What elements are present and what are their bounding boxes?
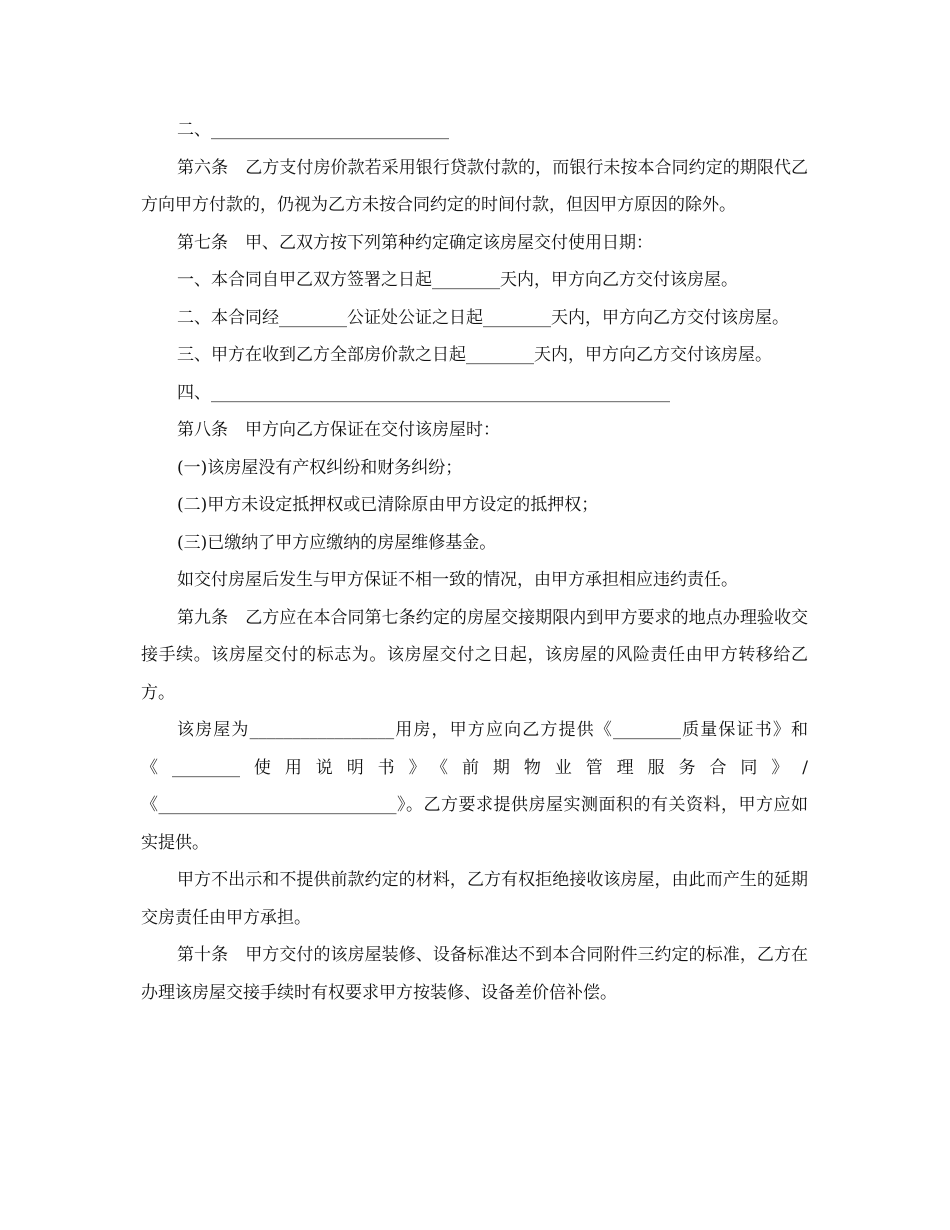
paragraph-article-7-option-4: 四、______________________________________________________	[177, 382, 670, 403]
paragraph-article-6: 第六条 乙方支付房价款若采用银行贷款付款的，而银行未按本合同约定的期限代乙方向甲方付款的，仍视为乙方未按合同约定的时间付款，但因甲方原因的除外。	[141, 157, 808, 215]
paragraph-article-8-item-1: (一)该房屋没有产权纠纷和财务纠纷；	[177, 457, 463, 478]
paragraph-article-8-item-3: (三)已缴纳了甲方应缴纳的房屋维修基金。	[177, 532, 497, 553]
paragraph-article-7-option-1: 一、本合同自甲乙双方签署之日起________天内，甲方向乙方交付该房屋。	[177, 270, 738, 290]
paragraph-article-9-refusal: 甲方不出示和不提供前款约定的材料，乙方有权拒绝接收该房屋，由此而产生的延期交房责任由甲方承担。	[141, 870, 808, 928]
paragraph-article-7-option-3: 三、甲方在收到乙方全部房价款之日起________天内，甲方向乙方交付该房屋。	[177, 345, 772, 365]
paragraph-article-9: 第九条 乙方应在本合同第七条约定的房屋交接期限内到甲方要求的地点办理验收交接手续。该房屋交付的标志为。该房屋交付之日起，该房屋的风险责任由甲方转移给乙方。	[141, 607, 808, 703]
document-body	[141, 112, 808, 1012]
paragraph-article-8-item-2: (二)甲方未设定抵押权或已清除原由甲方设定的抵押权；	[177, 495, 599, 515]
paragraph-item-2-blank: 二、____________________________	[177, 120, 449, 140]
paragraph-article-7-option-2: 二、本合同经________公证处公证之日起________天内，甲方向乙方交付该房屋。	[177, 307, 789, 328]
paragraph-article-7: 第七条 甲、乙双方按下列第种约定确定该房屋交付使用日期：	[177, 232, 653, 253]
paragraph-article-8-liability: 如交付房屋后发生与甲方保证不相一致的情况，由甲方承担相应违约责任。	[177, 570, 738, 590]
paragraph-article-10: 第十条 甲方交付的该房屋装修、设备标准达不到本合同附件三约定的标准，乙方在办理该房屋交接手续时有权要求甲方按装修、设备差价倍补偿。	[141, 945, 808, 1003]
paragraph-article-9-documents: 该房屋为_________________用房，甲方应向乙方提供《________质量保证书》和《________使用说明书》《前期物业管理服务合同》/《____________________________》。乙方要求提供房屋实测面积的有关资料，甲方应如实提供。	[141, 720, 808, 853]
paragraph-article-8: 第八条 甲方向乙方保证在交付该房屋时：	[177, 420, 500, 440]
